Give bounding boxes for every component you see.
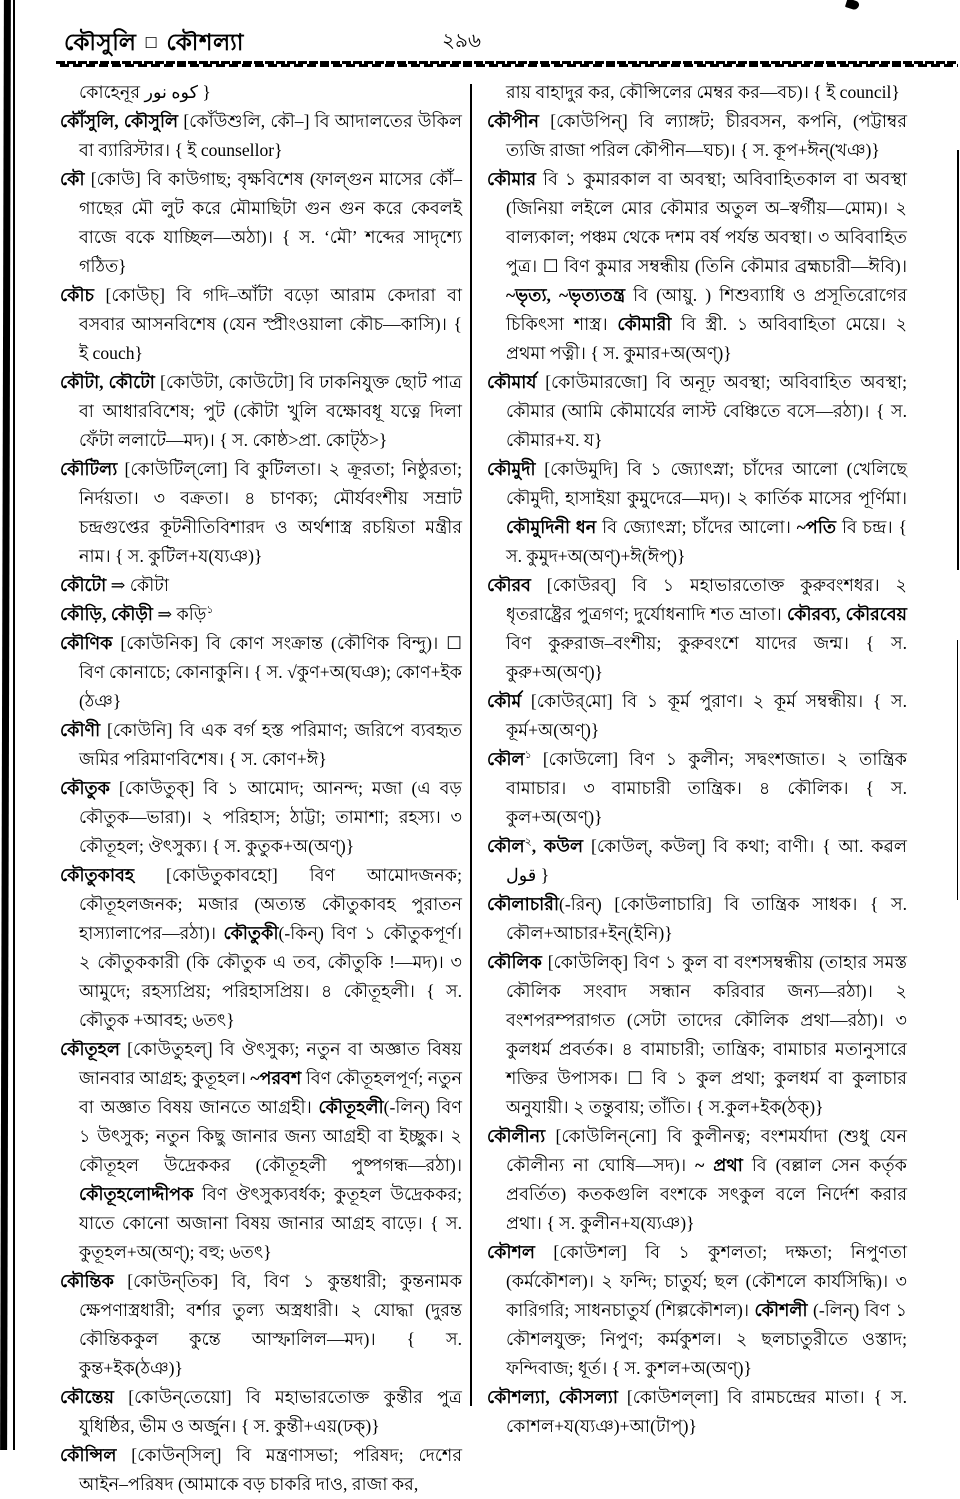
headword: কৌড়ি, কৌড়ী (60, 604, 153, 624)
dictionary-entry (487, 571, 907, 687)
entry-text: [কোউতুকাবহো] বিণ আমোদজনক; কৌতূহলজনক; মজার (অত্যন্ত কৌতুকাবহ পুরাতন হাস্যালাপের—রঠা)। (79, 865, 462, 943)
headword: কৌমুদী (487, 459, 536, 479)
dictionary-entry (487, 687, 907, 745)
headword: কৌতূহল (60, 1039, 121, 1059)
entry-text: কোহেনূর كوه نور } (79, 82, 211, 102)
entry-text: [কোউলিক্] বিণ ১ কুল বা বংশসম্বন্ধীয় (তাহার সমস্ত কৌলিক সংবাদ সন্ধান করিবার জন্য—রঠা)। ২ বংশপরম্পরাগত (সেটা তাদের কৌলিক প্রথা—রঠা)। ৩ কুলধর্ম প্রবর্তক। ৪ বামাচারী; তান্ত্রিক; বামাচার মতানুসারে শক্তির উপাসক। ☐ বি ১ কুল প্রথা; কুলধর্ম বা কুলাচার অনুযায়ী। ২ তন্তুবায়; তাঁতি। { স.কুল+ইক(ঠক্)} (506, 952, 907, 1117)
headword: কৌমারী (617, 314, 672, 334)
entry-text: [কোউটিল্‌লো] বি কুটিলতা। ২ ক্রূরতা; নিষ্ঠুরতা; নির্দয়তা। ৩ বক্রতা। ৪ চাণক্য; মৌর্যবংশীয় সম্রাট চন্দ্রগুপ্তের কূটনীতিবিশারদ ও অর্থশাস্ত্র রচয়িতা মন্ত্রীর নাম। { স. কুটিল+য(য্যঞ)} (79, 459, 462, 566)
entry-text: বিণ ঔৎসুক্যবর্ধক; কুতূহল উদ্রেককর; যাতে কোনো অজানা বিষয় জানার আগ্রহ বাড়ে। { স. কুতূহল+অ(অণ্); বহু; ৬তৎ} (79, 1184, 462, 1262)
dictionary-entry (487, 1122, 907, 1238)
entry-text: [কোউরব্] বি ১ মহাভারতোক্ত কুরুবংশধর। ২ ধৃতরাষ্ট্রের পুত্রগণ; দুর্যোধনাদি শত ভ্রাতা। (506, 575, 907, 624)
entry-text: [কোউচ্] বি গদি–আঁটা বড়ো আরাম কেদারা বা বসবার আসনবিশেষ (যেন স্প্রীংওয়ালা কৌচ—কাসি)। { ই couch} (79, 285, 462, 363)
headword: কৌতুক (60, 778, 110, 798)
dictionary-entry (487, 1383, 907, 1441)
entry-text: বি (বল্লাল সেন কর্তৃক প্রবর্তিত) কতকগুলি বংশকে সৎকুল বলে নির্দেশ করার প্রথা। { স. কুলীন+য(য্যঞ)} (506, 1155, 907, 1233)
dictionary-entry (487, 1238, 907, 1383)
headword: কৌল (487, 749, 525, 769)
headword: কৌন্তিক (60, 1271, 114, 1291)
dictionary-entry (60, 281, 462, 368)
entry-text: বিণ কুরুরাজ–বংশীয়; কুরুবংশে যাদের জন্ম। { স. কুরু+অ(অণ্)} (506, 633, 907, 682)
dictionary-entry (60, 629, 462, 716)
entry-text: ⇒ কৌটা (106, 575, 169, 595)
headword: কৌর্ম (487, 691, 522, 711)
entry-text: বি জ্যোৎস্না; চাঁদের আলো। (596, 517, 797, 537)
dictionary-entry (60, 107, 462, 165)
dictionary-entry (487, 948, 907, 1122)
dictionary-entry (60, 716, 462, 774)
entry-text: [কোউন্‌তেয়ো] বি মহাভারতোক্ত কুন্তীর পুত্র যুধিষ্ঠির, ভীম ও অর্জুন। { স. কুন্তী+এয়(ঢক্)} (79, 1387, 462, 1436)
headword: কৌতুকাবহ (60, 865, 135, 885)
headword: কৌটা, কৌটো (60, 372, 155, 392)
entry-text: ⇒ কড়ি (152, 604, 207, 624)
headword: কৌচ (60, 285, 94, 305)
entry-text: [কোউন্‌সিল্] বি মন্ত্রণাসভা; পরিষদ; দেশের আইন–পরিষদ (আমাকে বড় চাকরি দাও, রাজা কর, (79, 1445, 462, 1494)
headword: কৌশলী (754, 1300, 808, 1320)
headword: কৌ (60, 169, 85, 189)
headword: কৌরব (487, 575, 531, 595)
dictionary-entry (60, 1383, 462, 1441)
dictionary-entry (487, 745, 907, 832)
dictionary-entry (60, 600, 462, 629)
dictionary-entry (487, 165, 907, 368)
headword: কৌটো (60, 575, 107, 595)
headword: কৌমার্য (487, 372, 537, 392)
entry-text: [কোউনিক] বি কোণ সংক্রান্ত (কৌণিক বিন্দু)। ☐ বিণ কোনাচে; কোনাকুনি। { স. √কুণ+অ(ঘঞ); কোণ+ইক (ঠঞ} (79, 633, 462, 711)
right-column (487, 78, 907, 1441)
headword: কৌশল (487, 1242, 535, 1262)
entry-text: [কোঁউশুলি, কৌ–] বি আদালতের উকিল বা ব্যারিস্টার। { ই counsellor} (79, 111, 462, 160)
entry-text: রায় বাহাদুর কর, কৌন্সিলের মেম্বর কর—বচ)। { ই council} (506, 82, 900, 102)
entry-text: [কোউ] বি কাউগাছ; বৃক্ষবিশেষ (ফাল্গুন মাসের কৌঁ–গাছের মৌ লুট করে মৌমাছিটা গুন গুন করে কেবলই বাজে বকে যাচ্ছিল—অঠা)। { স. ‘মৌ’ শব্দের সাদৃশ্যে গঠিত} (79, 169, 462, 276)
running-head-first-word: কৌসুলি (64, 30, 137, 55)
homonym-superscript: ১ (206, 604, 214, 617)
dictionary-entry (487, 455, 907, 571)
entry-text: (-লিন্) বিণ ১ কৌশলযুক্ত; নিপুণ; কর্মকুশল। ২ ছলচাতুরীতে ওস্তাদ; ফন্দিবাজ; ধূর্ত। { স. কুশল+অ(অণ্)} (506, 1300, 907, 1378)
headword: কৌরব্য, কৌরবেয় (787, 604, 908, 624)
dictionary-entry (487, 368, 907, 455)
dictionary-entry (60, 455, 462, 571)
entry-text: [কোউর্‌মো] বি ১ কূর্ম পুরাণ। ২ কূর্ম সম্বন্ধীয়। { স. কূর্ম+অ(অণ্)} (506, 691, 907, 740)
dictionary-entry (60, 368, 462, 455)
entry-text: বিণ কৌতূহলপূর্ণ; নতুন বা অজ্ঞাত বিষয় জানতে আগ্রহী। (79, 1068, 462, 1117)
scan-binding-line (13, 0, 15, 1450)
entry-text: [কোউমারজো] বি অনূঢ় অবস্থা; অবিবাহিত অবস্থা; কৌমার (আমি কৌমার্যের লাস্ট বেঞ্চিতে বসে—রঠা)। { স. কৌমার+য. য} (506, 372, 907, 450)
headword: ~ প্রথা (695, 1155, 743, 1175)
dictionary-entry (60, 1035, 462, 1267)
dictionary-entry (60, 774, 462, 861)
headword: কৌতূহলী (318, 1097, 384, 1117)
dictionary-entry (60, 78, 462, 107)
dictionary-entry (60, 1267, 462, 1383)
homonym-superscript: ১ (524, 749, 532, 762)
headword: কৌপীন (487, 111, 539, 131)
headword: কৌমার (487, 169, 537, 189)
headword: কৌন্সিল (60, 1445, 117, 1465)
running-head (64, 24, 244, 63)
headword: কৌণী (60, 720, 101, 740)
dictionary-entry (60, 571, 462, 600)
entry-text: [কোউলিন্‌নো] বি কুলীনত্ব; বংশমর্যাদা (শুধু যেন কৌলীন্য না ঘোষি—সদ)। (506, 1126, 907, 1175)
entry-text: [কোউপিন্] বি ল্যাঙ্গট; চীরবসন, কপনি, (পট্টাম্বর ত্যজি রাজা পরিল কৌপীন—ঘচ)। { স. কূপ+ঈন্(খঞ)} (506, 111, 907, 160)
headword: , কউল (531, 836, 584, 856)
entry-text: [কোউমুদি] বি ১ জ্যোৎস্না; চাঁদের আলো (খেলিছে কৌমুদী, হাসাইয়া কুমুদেরে—মদ)। ২ কার্তিক মাসের পূর্ণিমা। (506, 459, 907, 508)
headword: ~পরবশ (250, 1068, 302, 1088)
headword: কৌশল্যা, কৌসল্যা (487, 1387, 618, 1407)
headword: ~পতি (796, 517, 837, 537)
scan-corner-artifact (845, 0, 860, 11)
left-column (60, 78, 462, 1499)
entry-text: [কোউটা, কোউটো] বি ঢাকনিযুক্ত ছোট পাত্র বা আধারবিশেষ; পুট (কৌটা খুলি বক্ষোবধূ যত্নে দিলা ফেঁটা ললাটে—মদ)। { স. কোষ্ঠ>প্রা. কোট্ঠ>} (79, 372, 462, 450)
headword: কৌলীন্য (487, 1126, 546, 1146)
entry-text: [কোউশল] বি ১ কুশলতা; দক্ষতা; নিপুণতা (কর্মকৌশল)। ২ ফন্দি; চাতুর্য; ছল (কৌশলে কার্যসিদ্ধি)। ৩ কারিগরি; সাধনচাতুর্য (শিল্পকৌশল)। (506, 1242, 907, 1320)
headword: কৌণিক (60, 633, 113, 653)
entry-text: (-লিন্) বিণ ১ উৎসুক; নতুন কিছু জানার জন্য আগ্রহী বা ইচ্ছুক। ২ কৌতূহল উদ্রেককর (কৌতূহলী পুষ্পগন্ধ—রঠা)। (79, 1097, 462, 1175)
entry-text: (-কিন্) বিণ ১ কৌতুকপূর্ণ। ২ কৌতুককারী (কি কৌতুক এ তব, কৌতুকি !—মদ)। ৩ আমুদে; রহস্যপ্রিয়; পরিহাসপ্রিয়। ৪ কৌতূহলী। { স. কৌতুক +আবহ; ৬তৎ} (79, 923, 462, 1030)
dictionary-entry (487, 832, 907, 890)
page-number: ২৯৬ (442, 30, 481, 52)
headword: কৌন্তেয় (60, 1387, 115, 1407)
dictionary-entry (60, 165, 462, 281)
entry-text: [কোউলো] বিণ ১ কুলীন; সদ্বংশজাত। ২ তান্ত্রিক বামাচার। ৩ বামাচারী তান্ত্রিক। ৪ কৌলিক। { স. কুল+অ(অণ্)} (506, 749, 907, 827)
entry-text: [কোউনি] বি এক বর্গ হস্ত পরিমাণ; জরিপে ব্যবহৃত জমির পরিমাণবিশেষ। { স. কোণ+ঈ} (79, 720, 462, 769)
dictionary-entry (487, 890, 907, 948)
headword: কৌঁসুলি, কৌসুলি (60, 111, 179, 131)
headword: কৌমুদিনী ধন (506, 517, 597, 537)
entry-text: বি স্ত্রী. ১ অবিবাহিতা মেয়ে। ২ প্রথমা পত্নী। { স. কুমার+অ(অণ্)} (506, 314, 908, 363)
headword: কৌল (487, 836, 525, 856)
homonym-superscript: ২ (524, 836, 532, 849)
running-head-separator-box: ☐ (144, 36, 159, 52)
running-head-last-word: কৌশল্যা (166, 30, 244, 55)
headword: কৌতূহলোদ্দীপক (79, 1184, 194, 1204)
headword: ~ভৃত্য, ~ভৃত্যতন্ত্র (506, 285, 626, 305)
entry-text: বি চন্দ্র। { স. কুমুদ+অ(অণ্)+ঈ(ঈপ্)} (506, 517, 908, 566)
dictionary-entry (487, 78, 907, 107)
header-rule (56, 61, 958, 67)
scan-edge-streak (957, 640, 958, 900)
headword: কৌটিল্য (60, 459, 118, 479)
entry-text: বি (আয়ু. ) শিশুব্যাধি ও প্রসূতিরোগের চিকিৎসা শাস্ত্র। (506, 285, 908, 334)
headword: কৌলাচারী (487, 894, 559, 914)
scan-edge-streak (957, 150, 959, 570)
entry-text: [কোউতুক্] বি ১ আমোদ; আনন্দ; মজা (এ বড় কৌতুক—ভারা)। ২ পরিহাস; ঠাট্টা; তামাশা; রহস্য। ৩ কৌতূহল; ঔৎসুক্য। { স. কুতুক+অ(অণ্)} (79, 778, 462, 856)
entry-text: [কোউতুহল্] বি ঔৎসুক্য; নতুন বা অজ্ঞাত বিষয় জানবার আগ্রহ; কুতূহল। (79, 1039, 462, 1088)
entry-text: (-রিন্) [কোউলাচারি] বি তান্ত্রিক সাধক। { স. কৌল+আচার+ইন্(ইনি)} (506, 894, 907, 943)
headword: কৌলিক (487, 952, 542, 972)
dictionary-entry (487, 107, 907, 165)
entry-text: [কোউল্, কউল্] বি কথা; বাণী। { আ. কৱল قول } (506, 836, 907, 885)
column-divider-rule (470, 84, 472, 1406)
entry-text: [কোউশল্‌লা] বি রামচন্দ্রের মাতা। { স. কোশল+য(য্যঞ)+আ(টাপ্)} (506, 1387, 907, 1436)
entry-text: [কোউন্‌তিক] বি, বিণ ১ কুন্তধারী; কুন্তনামক ক্ষেপণাস্ত্রধারী; বর্শার তুল্য অস্ত্রধারী। ২ যোদ্ধা (দুরন্ত কৌন্তিককুল কুন্তে আস্ফালিল—মদ)। { স. কুন্ত+ইক(ঠঞ)} (79, 1271, 462, 1378)
dictionary-entry (60, 861, 462, 1035)
scan-binding-bar (0, 0, 11, 1450)
entry-text: বি ১ কুমারকাল বা অবস্থা; অবিবাহিতকাল বা অবস্থা (জিনিয়া লইলে মোর কৌমার অতুল অ–স্বর্গীয়—মোম)। ২ বাল্যকাল; পঞ্চম থেকে দশম বর্ষ পর্যন্ত অবস্থা। ৩ অবিবাহিত পুত্র। ☐ বিণ কুমার সম্বন্ধীয় (তিনি কৌমার ব্রহ্মচারী—ঈবি)। (506, 169, 907, 276)
headword: কৌতুকী (223, 923, 279, 943)
